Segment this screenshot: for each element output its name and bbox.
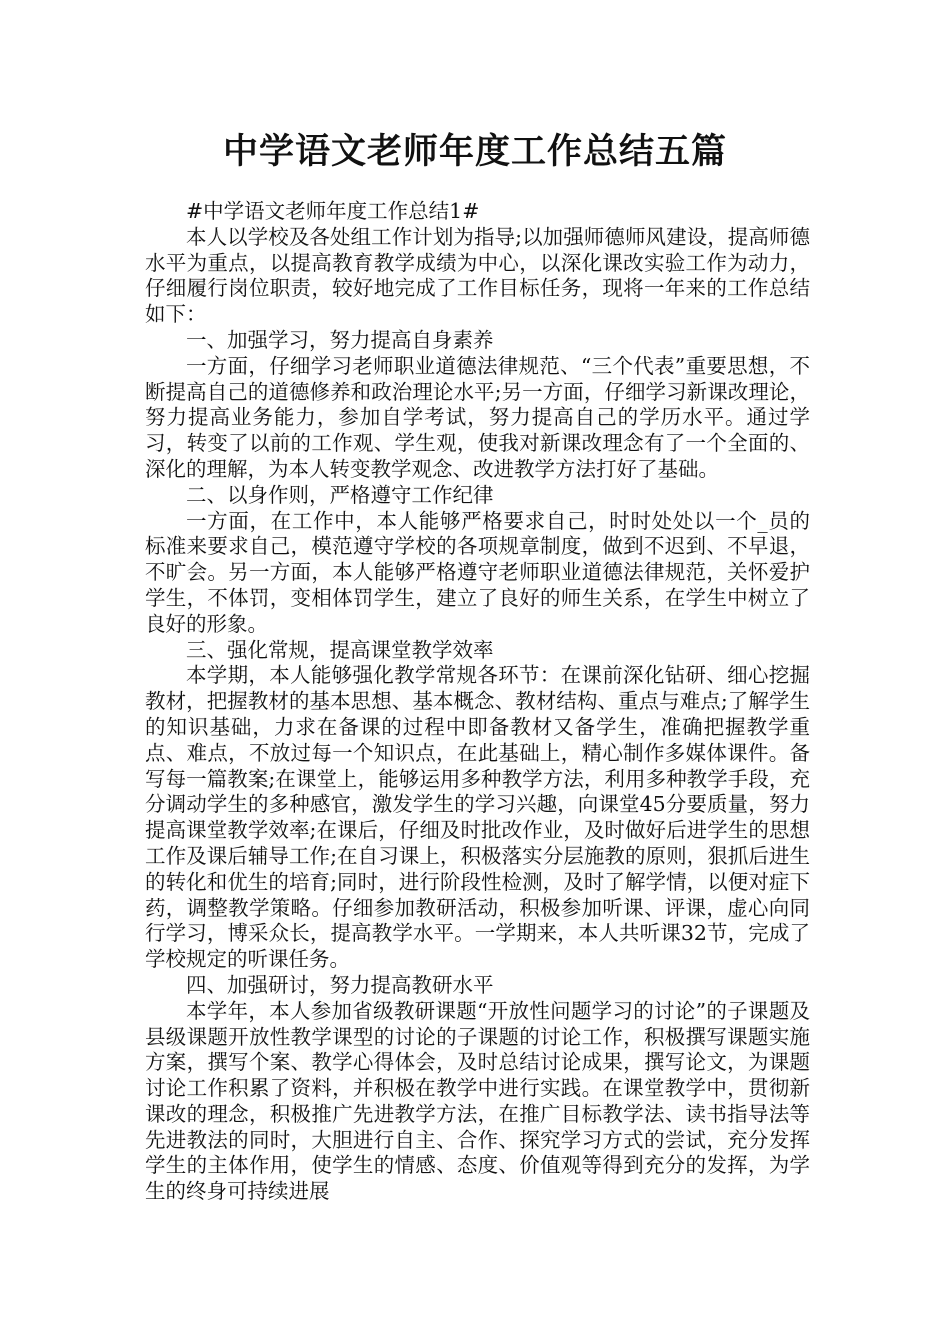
subheading-teaching: 三、强化常规，提高课堂教学效率 — [186, 637, 494, 662]
subheading-study: 一、加强学习，努力提高自身素养 — [186, 327, 494, 352]
subheading-research: 四、加强研讨，努力提高教研水平 — [186, 972, 494, 997]
paragraph-research: 本学年，本人参加省级教研课题“开放性问题学习的讨论”的子课题及县级课题开放性教学课型的讨论的子课题的讨论工作，积极撰写课题实施方案，撰写个案、教学心得体会，及时总结讨论成果，撰写论文，为课题讨论工作积累了资料，并积极在教学中进行实践。在课堂教学中，贯彻新课改的理念，积极推广先进教学方法，在推广目标教学法、读书指导法等先进教法的同时，大胆进行自主、合作、探究学习方式的尝试，充分发挥学生的主体作用，使学生的情感、态度、价值观等得到充分的发挥，为学生的终身可持续进展 — [145, 998, 810, 1204]
document-body — [145, 199, 810, 1205]
document-title: 中学语文老师年度工作总结五篇 — [222, 132, 727, 172]
intro-paragraph: 本人以学校及各处组工作计划为指导;以加强师德师风建设，提高师德水平为重点，以提高教育教学成绩为中心，以深化课改实验工作为动力，仔细履行岗位职责，较好地完成了工作目标任务，现将一年来的工作总结如下： — [145, 224, 810, 327]
subheading-discipline: 二、以身作则，严格遵守工作纪律 — [186, 482, 494, 507]
section-heading-1: #中学语文老师年度工作总结1# — [186, 199, 480, 223]
paragraph-discipline: 一方面，在工作中，本人能够严格要求自己，时时处处以一个_员的标准来要求自己，模范遵守学校的各项规章制度，做到不迟到、不早退，不旷会。另一方面，本人能够严格遵守老师职业道德法律规范，关怀爱护学生，不体罚，变相体罚学生，建立了良好的师生关系，在学生中树立了良好的形象。 — [145, 508, 810, 636]
paragraph-study: 一方面，仔细学习老师职业道德法律规范、“三个代表”重要思想，不断提高自己的道德修养和政治理论水平;另一方面，仔细学习新课改理论，努力提高业务能力，参加自学考试，努力提高自己的学历水平。通过学习，转变了以前的工作观、学生观，使我对新课改理念有了一个全面的、深化的理解，为本人转变教学观念、改进教学方法打好了基础。 — [145, 353, 810, 481]
paragraph-teaching: 本学期，本人能够强化教学常规各环节：在课前深化钻研、细心挖掘教材，把握教材的基本思想、基本概念、教材结构、重点与难点;了解学生的知识基础，力求在备课的过程中即备教材又备学生，准确把握教学重点、难点，不放过每一个知识点，在此基础上，精心制作多媒体课件。备写每一篇教案;在课堂上，能够运用多种教学方法，利用多种教学手段，充分调动学生的多种感官，激发学生的学习兴趣，向课堂45分要质量，努力提高课堂教学效率;在课后，仔细及时批改作业，及时做好后进学生的思想工作及课后辅导工作;在自习课上，积极落实分层施教的原则，狠抓后进生的转化和优生的培育;同时，进行阶段性检测，及时了解学情，以便对症下药，调整教学策略。仔细参加教研活动，积极参加听课、评课，虚心向同行学习，博采众长，提高教学水平。一学期来，本人共听课32节，完成了学校规定的听课任务。 — [145, 663, 810, 972]
